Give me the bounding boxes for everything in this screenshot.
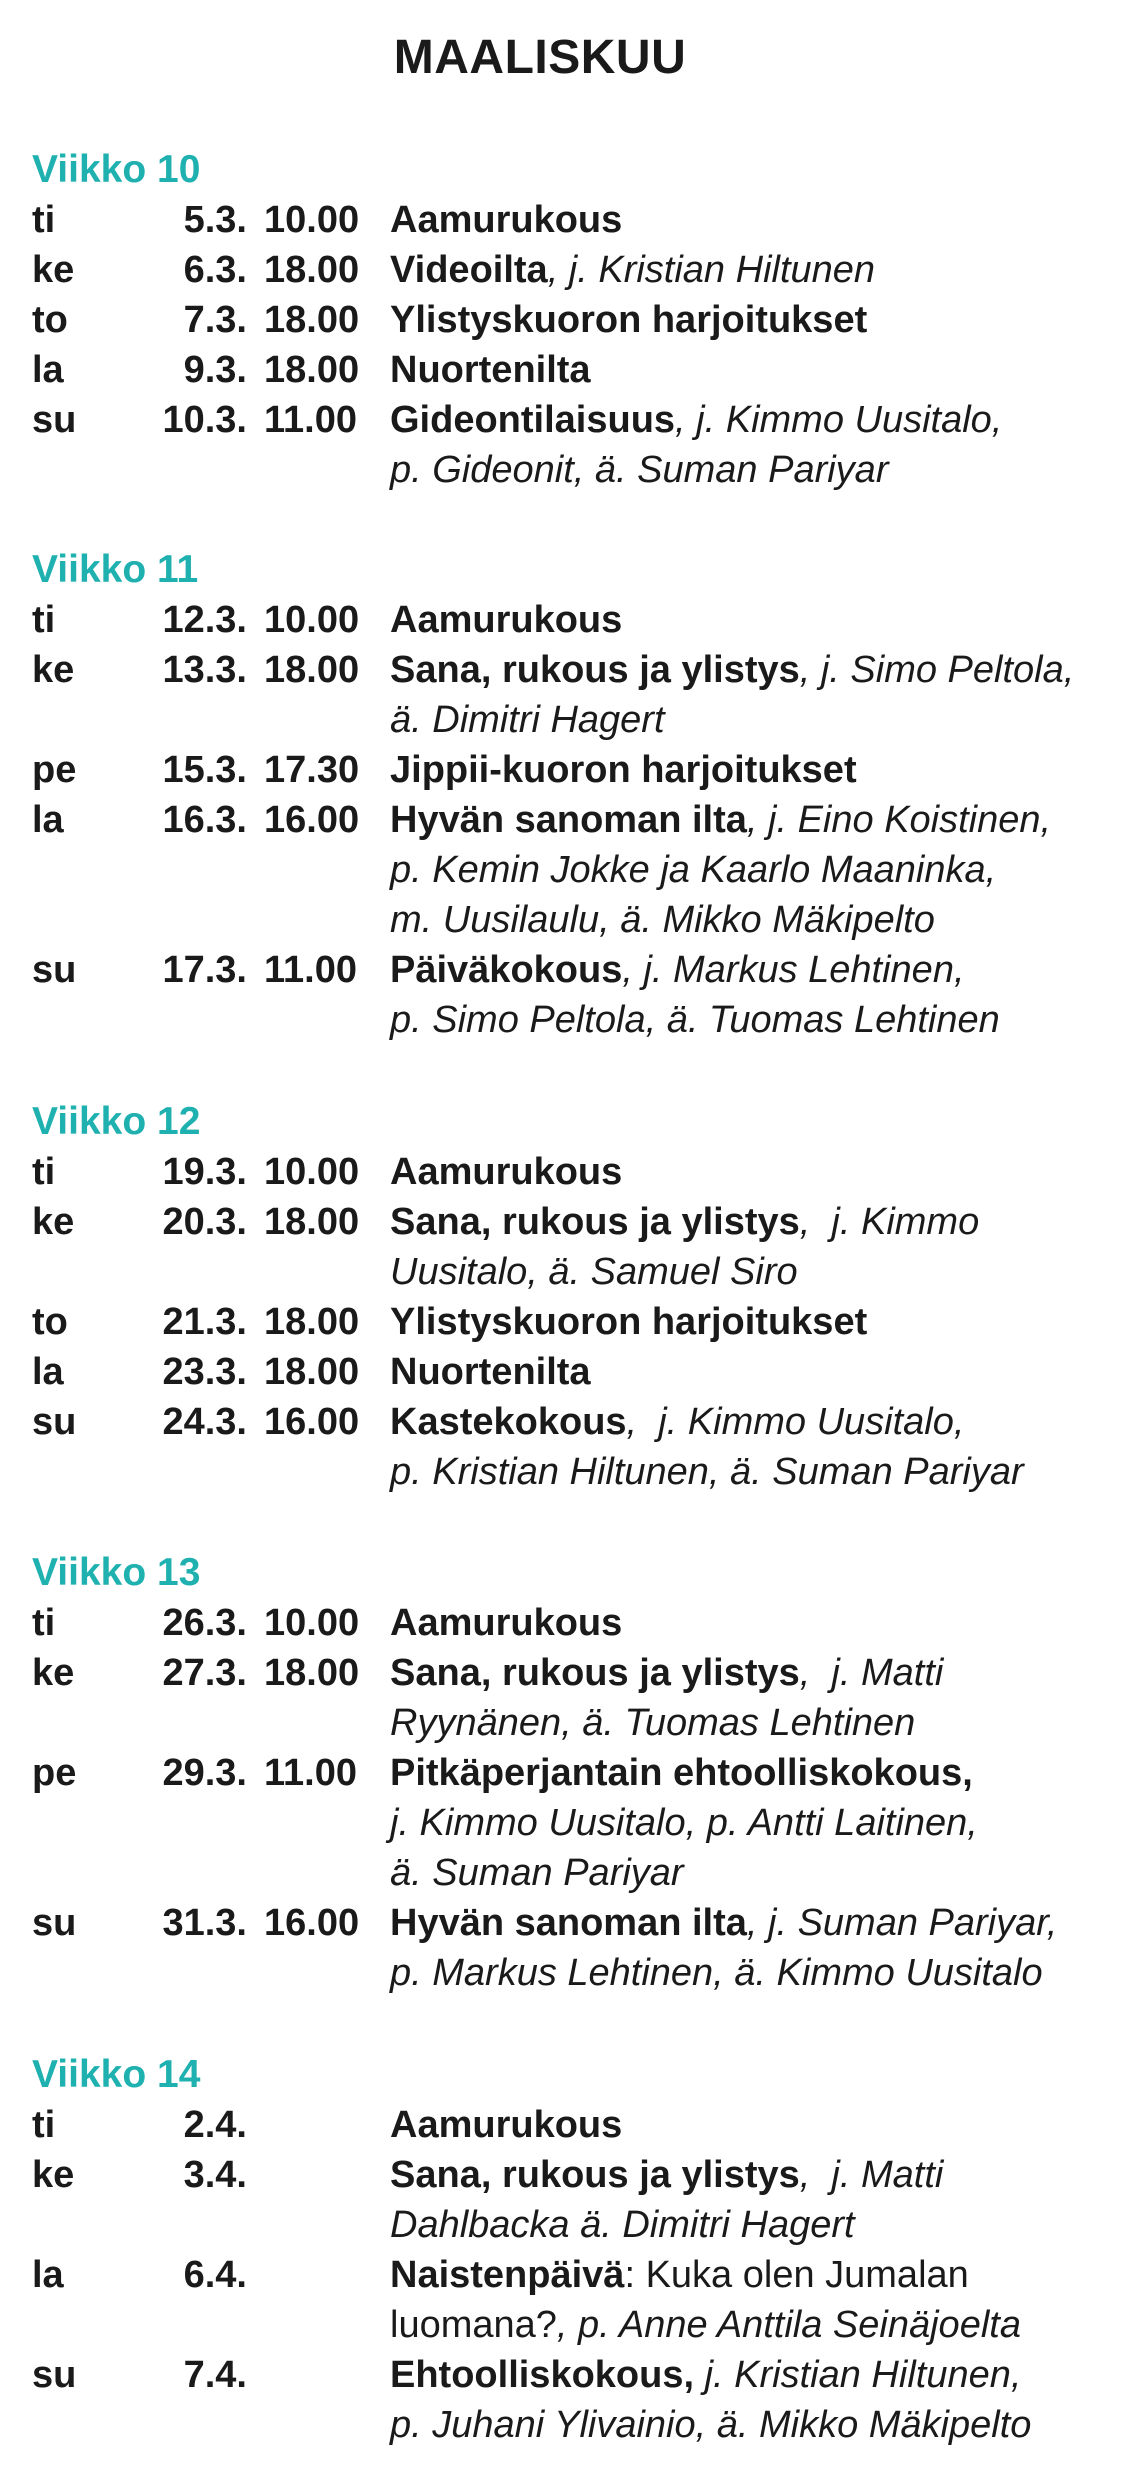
time-label: 11.00: [264, 399, 357, 441]
date-label: 27.3.: [162, 1652, 247, 1694]
schedule-row: [32, 2150, 1132, 2250]
day-label: ti: [32, 2104, 56, 2146]
date-label: 24.3.: [162, 1401, 247, 1443]
event-description: [390, 2150, 1130, 2250]
schedule-row: [32, 745, 1132, 795]
date-label: 6.3.: [183, 249, 247, 291]
week-section: [32, 545, 1132, 1045]
day-label: ti: [32, 199, 56, 241]
time-label: 11.00: [264, 949, 357, 991]
event-description: [390, 1648, 1130, 1748]
event-description: [390, 1748, 1130, 1898]
day-label: to: [32, 299, 68, 341]
event-description: [390, 1397, 1130, 1497]
event-details: j. Kimmo Uusitalo, p. Antti Laitinen, ä. Suman Pariyar: [390, 1802, 978, 1894]
event-details: , j. Kimmo Uusitalo, p. Kristian Hiltunen, ä. Suman Pariyar: [390, 1401, 1024, 1493]
date-label: 20.3.: [162, 1201, 247, 1243]
schedule-row: [32, 645, 1132, 745]
day-label: ke: [32, 1652, 75, 1694]
day-label: la: [32, 799, 64, 841]
week-heading: Viikko 10: [32, 148, 201, 191]
time-label: 10.00: [264, 199, 360, 241]
event-title: Sana, rukous ja ylistys: [390, 2154, 800, 2196]
day-label: ke: [32, 249, 75, 291]
event-title: Hyvän sanoman ilta: [390, 1902, 747, 1944]
schedule-row: [32, 1898, 1132, 1998]
date-label: 19.3.: [162, 1151, 247, 1193]
event-title: Hyvän sanoman ilta: [390, 799, 747, 841]
event-description: [390, 795, 1130, 945]
day-label: pe: [32, 1752, 77, 1794]
date-label: 3.4.: [183, 2154, 247, 2196]
date-label: 23.3.: [162, 1351, 247, 1393]
schedule-row: [32, 2100, 1132, 2150]
week-heading: Viikko 13: [32, 1551, 201, 1594]
event-title: Kastekokous: [390, 1401, 627, 1443]
date-label: 2.4.: [183, 2104, 247, 2146]
event-details: , j. Matti Ryynänen, ä. Tuomas Lehtinen: [390, 1652, 944, 1744]
event-title: Videoilta: [390, 249, 548, 291]
time-label: 18.00: [264, 1351, 360, 1393]
event-details: , j. Kimmo Uusitalo, ä. Samuel Siro: [390, 1201, 980, 1293]
schedule-row: [32, 1347, 1132, 1397]
event-description: [390, 1297, 1130, 1347]
event-title: Aamurukous: [390, 1602, 623, 1644]
event-details: , j. Simo Peltola, ä. Dimitri Hagert: [390, 649, 1075, 741]
time-label: 18.00: [264, 1652, 360, 1694]
schedule-row: [32, 1297, 1132, 1347]
event-title: Aamurukous: [390, 599, 623, 641]
schedule-row: [32, 2350, 1132, 2450]
event-title: Jippii-kuoron harjoitukset: [390, 749, 857, 791]
date-label: 16.3.: [162, 799, 247, 841]
event-title: Nuortenilta: [390, 1351, 591, 1393]
time-label: 18.00: [264, 649, 360, 691]
day-label: pe: [32, 749, 77, 791]
event-details: , j. Markus Lehtinen, p. Simo Peltola, ä. Tuomas Lehtinen: [390, 949, 1000, 1041]
schedule-row: [32, 1648, 1132, 1748]
time-label: 16.00: [264, 1401, 360, 1443]
date-label: 21.3.: [162, 1301, 247, 1343]
event-title: Päiväkokous: [390, 949, 623, 991]
event-description: [390, 1898, 1130, 1998]
date-label: 10.3.: [162, 399, 247, 441]
day-label: ke: [32, 649, 75, 691]
date-label: 13.3.: [162, 649, 247, 691]
event-title: Sana, rukous ja ylistys: [390, 1201, 800, 1243]
event-description: [390, 1347, 1130, 1397]
event-details: , j. Suman Pariyar, p. Markus Lehtinen, ä. Kimmo Uusitalo: [390, 1902, 1058, 1994]
schedule-row: [32, 1598, 1132, 1648]
time-label: 10.00: [264, 1602, 360, 1644]
week-heading: Viikko 12: [32, 1100, 201, 1143]
event-theme: : Kuka olen Jumalan luomana?: [390, 2254, 969, 2346]
schedule-row: [32, 195, 1132, 245]
event-details: , j. Kristian Hiltunen: [547, 249, 876, 291]
date-label: 12.3.: [162, 599, 247, 641]
time-label: 18.00: [264, 299, 360, 341]
time-label: 18.00: [264, 1201, 360, 1243]
event-description: [390, 2350, 1130, 2450]
event-details: , j. Kimmo Uusitalo, p. Gideonit, ä. Suman Pariyar: [390, 399, 1003, 491]
time-label: 16.00: [264, 1902, 360, 1944]
time-label: 18.00: [264, 349, 360, 391]
day-label: to: [32, 1301, 68, 1343]
page-title: MAALISKUU: [393, 31, 687, 84]
event-description: [390, 645, 1130, 745]
time-label: 18.00: [264, 249, 360, 291]
date-label: 17.3.: [162, 949, 247, 991]
event-title: Aamurukous: [390, 2104, 623, 2146]
event-description: [390, 295, 1130, 345]
event-title: Ylistyskuoron harjoitukset: [390, 1301, 868, 1343]
week-heading: Viikko 11: [32, 548, 199, 591]
schedule-row: [32, 245, 1132, 295]
day-label: la: [32, 2254, 64, 2296]
day-label: su: [32, 1401, 77, 1443]
event-title: Nuortenilta: [390, 349, 591, 391]
event-description: [390, 945, 1130, 1045]
event-description: [390, 595, 1130, 645]
week-heading: Viikko 14: [32, 2053, 201, 2096]
event-details: , j. Eino Koistinen, p. Kemin Jokke ja Kaarlo Maaninka, m. Uusilaulu, ä. Mikko Mäkipelto: [390, 799, 1052, 941]
event-description: [390, 745, 1130, 795]
day-label: su: [32, 1902, 77, 1944]
event-title: Ehtoolliskokous,: [390, 2354, 695, 2396]
event-description: [390, 345, 1130, 395]
date-label: 7.4.: [183, 2354, 247, 2396]
day-label: ti: [32, 1151, 56, 1193]
event-title: Sana, rukous ja ylistys: [390, 649, 800, 691]
time-label: 16.00: [264, 799, 360, 841]
week-section: [32, 2050, 1132, 2450]
event-title: Aamurukous: [390, 1151, 623, 1193]
schedule-row: [32, 295, 1132, 345]
event-details: j. Kristian Hiltunen, p. Juhani Ylivainio, ä. Mikko Mäkipelto: [390, 2354, 1032, 2446]
schedule-row: [32, 945, 1132, 1045]
event-details: , p. Anne Anttila Seinäjoelta: [556, 2304, 1021, 2346]
event-description: [390, 245, 1130, 295]
event-title: Gideontilaisuus: [390, 399, 676, 441]
date-label: 6.4.: [183, 2254, 247, 2296]
schedule-row: [32, 1197, 1132, 1297]
event-title: Naistenpäivä: [390, 2254, 625, 2296]
event-description: [390, 1197, 1130, 1297]
time-label: 10.00: [264, 1151, 360, 1193]
schedule-row: [32, 2250, 1132, 2350]
day-label: ti: [32, 599, 56, 641]
day-label: ke: [32, 2154, 75, 2196]
event-description: [390, 2100, 1130, 2150]
event-description: [390, 2250, 1130, 2350]
event-title: Sana, rukous ja ylistys: [390, 1652, 800, 1694]
event-title: Pitkäperjantain ehtoolliskokous,: [390, 1752, 973, 1794]
schedule-row: [32, 595, 1132, 645]
day-label: su: [32, 949, 77, 991]
week-section: [32, 1548, 1132, 1998]
schedule-row: [32, 395, 1132, 495]
day-label: ti: [32, 1602, 56, 1644]
day-label: ke: [32, 1201, 75, 1243]
date-label: 5.3.: [183, 199, 247, 241]
date-label: 9.3.: [183, 349, 247, 391]
event-title: Aamurukous: [390, 199, 623, 241]
time-label: 10.00: [264, 599, 360, 641]
day-label: la: [32, 349, 64, 391]
event-details: , j. Matti Dahlbacka ä. Dimitri Hagert: [390, 2154, 944, 2246]
day-label: su: [32, 399, 77, 441]
date-label: 15.3.: [162, 749, 247, 791]
event-description: [390, 395, 1130, 495]
schedule-row: [32, 1147, 1132, 1197]
event-title: Ylistyskuoron harjoitukset: [390, 299, 868, 341]
week-section: [32, 1097, 1132, 1497]
event-description: [390, 1147, 1130, 1197]
date-label: 31.3.: [162, 1902, 247, 1944]
schedule-row: [32, 795, 1132, 945]
event-description: [390, 1598, 1130, 1648]
day-label: la: [32, 1351, 64, 1393]
date-label: 26.3.: [162, 1602, 247, 1644]
schedule-row: [32, 1397, 1132, 1497]
day-label: su: [32, 2354, 77, 2396]
time-label: 11.00: [264, 1752, 357, 1794]
time-label: 17.30: [264, 749, 360, 791]
date-label: 29.3.: [162, 1752, 247, 1794]
week-section: [32, 145, 1132, 495]
date-label: 7.3.: [183, 299, 247, 341]
schedule-row: [32, 1748, 1132, 1898]
time-label: 18.00: [264, 1301, 360, 1343]
schedule-row: [32, 345, 1132, 395]
event-description: [390, 195, 1130, 245]
